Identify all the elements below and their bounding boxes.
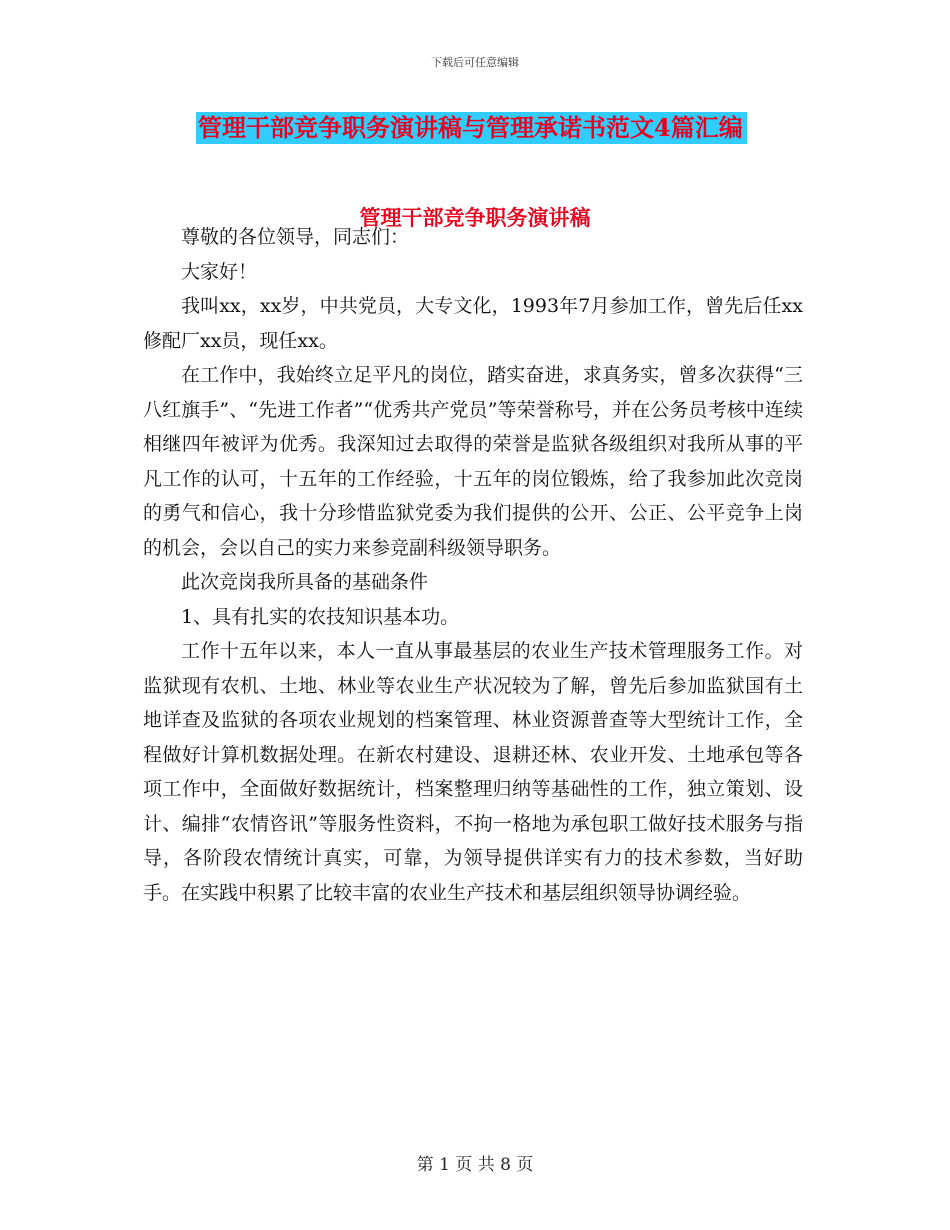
paragraph-salutation: 尊敬的各位领导，同志们： [181, 226, 410, 248]
section-title: 管理干部竞争职务演讲稿 [359, 205, 591, 230]
paragraph-point-1: 1、具有扎实的农技知识基本功。 [181, 605, 460, 628]
header-note: 下载后可任意编辑 [431, 56, 519, 69]
paragraph-introduction: 我叫xx，xx岁，中共党员，大专文化，1993年7月参加工作，曾先后任xx修配厂xx员，现任xx。 [143, 295, 803, 352]
body-text [143, 220, 803, 910]
document-title: 管理干部竞争职务演讲稿与管理承诺书范文4篇汇编 [196, 112, 747, 144]
paragraph-achievements: 在工作中，我始终立足平凡的岗位，踏实奋进，求真务实，曾多次获得“三八红旗手”、“先进工作者”“优秀共产党员”等荣誉称号，并在公务员考核中连续相继四年被评为优秀。我深知过去取得的荣誉是监狱各级组织对我所从事的平凡工作的认可，十五年的工作经验，十五年的岗位锻炼，给了我参加此次竞岗的勇气和信心，我十分珍惜监狱党委为我们提供的公开、公正、公平竞争上岗的机会，会以自己的实力来参竞副科级领导职务。 [143, 364, 803, 559]
page-footer: 第 1 页 共 8 页 [416, 1155, 534, 1175]
paragraph-conditions-heading: 此次竞岗我所具备的基础条件 [181, 571, 429, 593]
paragraph-experience: 工作十五年以来，本人一直从事最基层的农业生产技术管理服务工作。对监狱现有农机、土地、林业等农业生产状况较为了解，曾先后参加监狱国有土地详查及监狱的各项农业规划的档案管理、林业资源普查等大型统计工作，全程做好计算机数据处理。在新农村建设、退耕还林、农业开发、土地承包等各项工作中，全面做好数据统计，档案整理归纳等基础性的工作，独立策划、设计、编排“农情咨讯”等服务性资料，不拘一格地为承包职工做好技术服务与指导，各阶段农情统计真实，可靠，为领导提供详实有力的技术参数，当好助手。在实践中积累了比较丰富的农业生产技术和基层组织领导协调经验。 [143, 640, 803, 904]
paragraph-greeting: 大家好！ [181, 260, 258, 283]
